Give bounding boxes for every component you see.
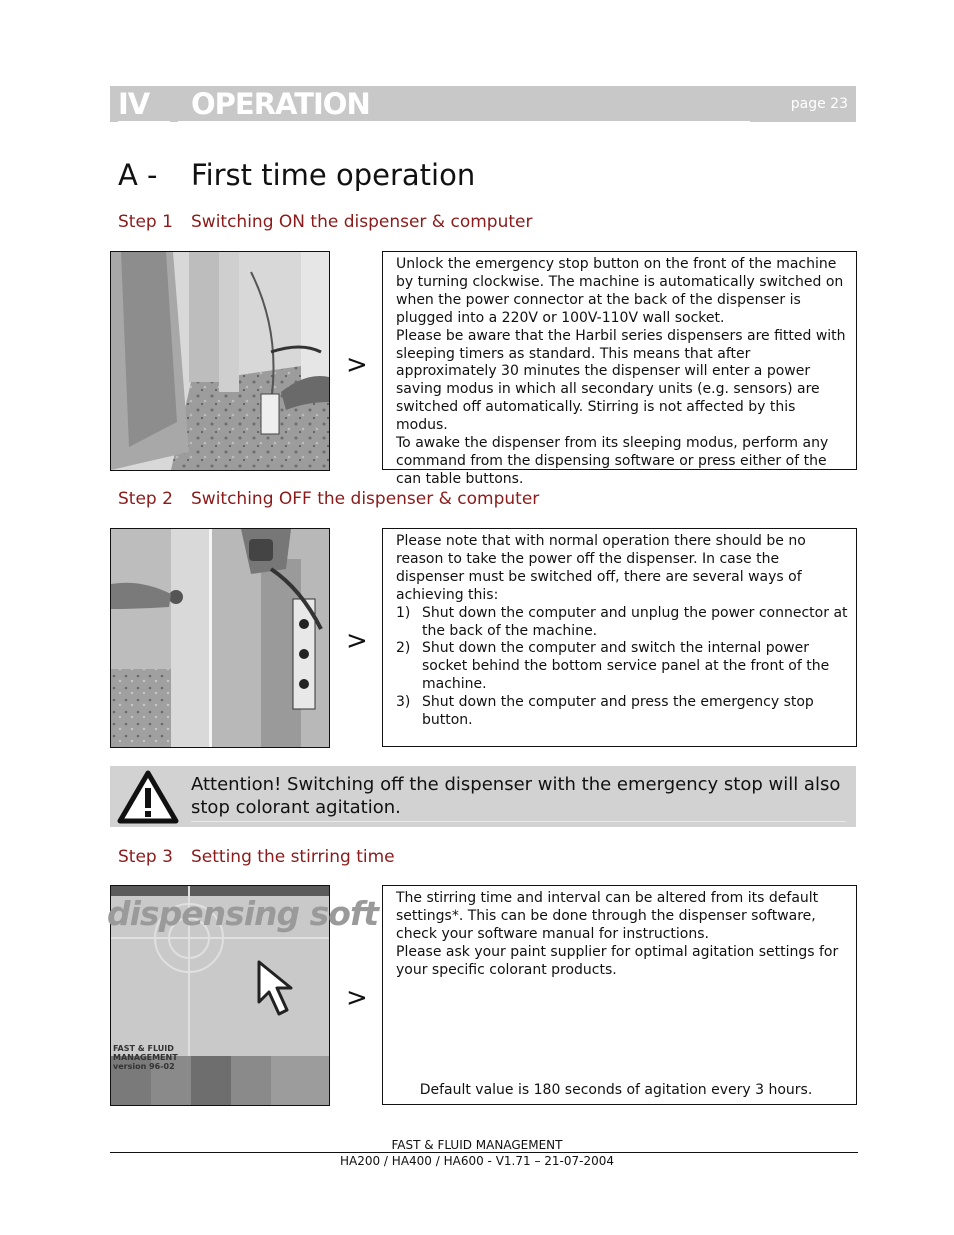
attention-underline xyxy=(191,821,846,822)
screen-logo-line-1: FAST & FLUID xyxy=(113,1044,174,1053)
step-3-default-note: Default value is 180 seconds of agitation every 3 hours. xyxy=(419,1082,813,1098)
list-item-number: 2) xyxy=(396,640,411,657)
page-number: page 23 xyxy=(790,96,848,112)
step-3-arrow: > xyxy=(346,983,368,1013)
step-3-title: Setting the stirring time xyxy=(191,847,395,867)
step-3-screenshot xyxy=(107,885,379,1106)
section-letter: A - xyxy=(118,158,158,192)
step-2-text-box xyxy=(382,528,857,747)
list-item-number: 1) xyxy=(396,604,411,621)
step-3-label: Step 3 xyxy=(118,847,173,867)
chapter-underline xyxy=(178,121,750,122)
step-2-arrow: > xyxy=(346,626,368,656)
step-3-text-2: Please ask your paint supplier for optimal agitation settings for your specific colorant products. xyxy=(396,943,839,978)
chapter-number: IV xyxy=(118,87,150,121)
step-1-text-2: Please be aware that the Harbil series dispensers are fitted with sleeping timers as standard. This means that after approximately 30 minutes the dispenser will enter a power saving modus in which all secondary units (e.g. sensors) are switched off automatically. Stirring is not affected by this modus. xyxy=(396,327,846,434)
step-2-label: Step 2 xyxy=(118,489,173,509)
screen-logo xyxy=(113,1044,178,1071)
step-1-title: Switching ON the dispenser & computer xyxy=(191,212,533,232)
list-item-text: Shut down the computer and press the emergency stop button. xyxy=(422,694,814,729)
step-1-label: Step 1 xyxy=(118,212,173,232)
step-2-list-item xyxy=(396,605,848,641)
step-2-intro: Please note that with normal operation there should be no reason to take the power off the dispenser. In case the dispenser must be switched off, there are several ways of achieving this: xyxy=(396,533,806,603)
step-1-text-1: Unlock the emergency stop button on the front of the machine by turning clockwise. The machine is automatically switched on when the power connector at the back of the dispenser is plugged into a 220V or 100V-110V wall socket. xyxy=(396,256,844,326)
footer-divider xyxy=(110,1152,858,1153)
screen-logo-line-3: version 96-02 xyxy=(113,1062,175,1071)
step-1-text-box xyxy=(382,251,857,487)
screen-logo-line-2: MANAGEMENT xyxy=(113,1053,178,1062)
chapter-underline-left xyxy=(118,121,170,122)
list-item-text: Shut down the computer and unplug the power connector at the back of the machine. xyxy=(422,604,848,639)
step-2-photo xyxy=(110,528,330,748)
step-3-text-1: The stirring time and interval can be altered from its default settings*. This can be done through the dispenser software, check your software manual for instructions. xyxy=(396,890,819,942)
dispenser-power-photo xyxy=(111,252,329,470)
section-title: First time operation xyxy=(191,158,476,192)
step-2-list-item xyxy=(396,640,848,694)
step-2-title: Switching OFF the dispenser & computer xyxy=(191,489,540,509)
footer-company: FAST & FLUID MANAGEMENT xyxy=(391,1138,563,1152)
step-3-text-box xyxy=(382,885,857,1105)
step-1-arrow: > xyxy=(346,350,368,380)
attention-text: Attention! Switching off the dispenser with the emergency stop will also stop colorant agitation. xyxy=(191,774,841,818)
step-1-text-3: To awake the dispenser from its sleeping modus, perform any command from the dispensing software or press either of the can table buttons. xyxy=(396,435,829,487)
emergency-stop-photo xyxy=(111,529,329,747)
step-1-photo xyxy=(110,251,330,471)
footer-version: HA200 / HA400 / HA600 - V1.71 – 21-07-2004 xyxy=(339,1154,614,1168)
warning-triangle-icon xyxy=(117,770,179,824)
screen-title-text: dispensing soft xyxy=(107,894,379,933)
step-2-list-item xyxy=(396,694,848,730)
list-item-number: 3) xyxy=(396,694,411,711)
list-item-text: Shut down the computer and switch the internal power socket behind the bottom service panel at the front of the machine. xyxy=(422,640,830,693)
chapter-title: OPERATION xyxy=(191,87,370,121)
